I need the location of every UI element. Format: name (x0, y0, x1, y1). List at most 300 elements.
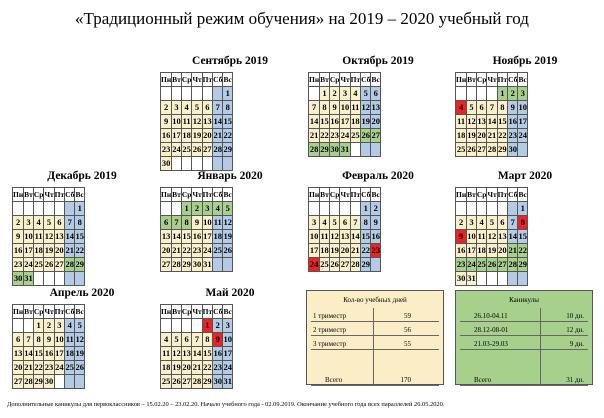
day-cell: 8 (33, 333, 44, 347)
day-cell: 9 (44, 333, 54, 347)
day-cell: 9 (508, 101, 518, 115)
day-cell: 21 (508, 244, 518, 258)
day-cell: 24 (340, 129, 350, 143)
day-cell: 30 (13, 272, 24, 286)
day-cell: 18 (320, 244, 330, 258)
day-cell: 20 (497, 244, 508, 258)
day-cell (497, 272, 508, 286)
weekday-header: Ср (181, 188, 192, 202)
day-cell: 4 (320, 216, 330, 230)
weekday-header: Ср (181, 73, 192, 87)
weekday-header: Ср (329, 73, 340, 87)
day-cell: 11 (33, 230, 44, 244)
day-cell: 14 (487, 115, 497, 129)
holidays-rows (460, 308, 588, 386)
day-cell: 6 (340, 216, 350, 230)
day-cell (508, 202, 518, 216)
weekday-header: Чт (487, 73, 497, 87)
day-cell: 5 (192, 101, 202, 115)
weekday-header: Пт (497, 73, 508, 87)
weekday-header: Пн (161, 305, 172, 319)
day-cell: 18 (181, 129, 192, 143)
day-cell: 9 (213, 333, 223, 347)
day-cell (65, 272, 75, 286)
day-cell (518, 143, 528, 157)
day-cell: 22 (518, 244, 528, 258)
day-cell: 27 (181, 375, 192, 389)
day-cell (75, 375, 85, 389)
weekday-header: Вт (172, 305, 182, 319)
day-cell (487, 202, 497, 216)
day-cell: 23 (371, 244, 381, 258)
day-cell: 2 (161, 101, 172, 115)
day-cell: 17 (24, 244, 34, 258)
day-cell (181, 87, 192, 101)
day-cell: 5 (467, 101, 477, 115)
weekday-header: Сб (213, 188, 223, 202)
weekday-header: Вс (518, 188, 528, 202)
day-cell: 6 (54, 216, 65, 230)
day-cell: 18 (33, 244, 44, 258)
holidays-box (455, 290, 593, 385)
month-table (12, 187, 85, 286)
weekday-header: Пт (350, 188, 361, 202)
day-cell: 9 (329, 101, 340, 115)
day-cell: 13 (476, 115, 487, 129)
day-cell: 19 (75, 347, 85, 361)
day-cell: 27 (202, 143, 213, 157)
day-cell: 25 (320, 258, 330, 272)
day-cell: 19 (467, 129, 477, 143)
day-cell: 21 (350, 244, 361, 258)
study-total-row (311, 350, 439, 386)
weekday-header: Вс (371, 188, 381, 202)
day-cell: 10 (54, 333, 65, 347)
day-cell: 28 (24, 375, 34, 389)
holiday-row (460, 322, 588, 336)
day-cell (54, 375, 65, 389)
day-cell: 4 (213, 202, 223, 216)
day-cell: 12 (487, 230, 497, 244)
day-cell: 28 (487, 143, 497, 157)
day-cell: 12 (223, 216, 233, 230)
day-cell: 13 (181, 347, 192, 361)
day-cell: 13 (202, 115, 213, 129)
day-cell: 18 (161, 361, 172, 375)
day-cell: 22 (202, 361, 213, 375)
day-cell: 3 (340, 87, 350, 101)
day-cell (65, 202, 75, 216)
day-cell (213, 157, 223, 171)
day-cell: 26 (361, 129, 371, 143)
holiday-total-value: 31 дн. (566, 376, 584, 384)
day-cell: 11 (65, 333, 75, 347)
month-table (12, 304, 85, 389)
day-cell: 26 (192, 143, 202, 157)
day-cell (172, 87, 182, 101)
weekday-header: Вс (518, 73, 528, 87)
day-cell: 27 (54, 258, 65, 272)
day-cell: 1 (320, 87, 330, 101)
day-cell: 29 (223, 143, 233, 157)
day-cell: 16 (508, 115, 518, 129)
day-cell: 31 (24, 272, 34, 286)
weekday-header: Вт (320, 188, 330, 202)
weekday-header: Ср (33, 188, 44, 202)
holidays-header: Каникулы (509, 296, 539, 304)
weekday-header: Пн (309, 73, 320, 87)
day-cell: 6 (181, 333, 192, 347)
study-row-label: 2 триместр (313, 326, 347, 334)
day-cell: 4 (65, 319, 75, 333)
day-cell: 12 (329, 230, 340, 244)
day-cell: 21 (24, 361, 34, 375)
day-cell: 26 (329, 258, 340, 272)
day-cell: 3 (467, 216, 477, 230)
day-cell: 26 (75, 361, 85, 375)
weekday-header: Чт (340, 73, 350, 87)
day-cell: 4 (161, 333, 172, 347)
day-cell: 12 (467, 115, 477, 129)
day-cell: 17 (223, 347, 233, 361)
day-cell: 21 (213, 129, 223, 143)
day-cell: 14 (172, 230, 182, 244)
day-cell: 3 (24, 216, 34, 230)
weekday-header: Пн (161, 188, 172, 202)
day-cell: 10 (223, 333, 233, 347)
day-cell: 20 (202, 129, 213, 143)
day-cell: 23 (192, 244, 202, 258)
day-cell: 29 (181, 258, 192, 272)
day-cell: 29 (518, 258, 528, 272)
study-days-box (306, 290, 444, 385)
day-cell (213, 258, 223, 272)
weekday-header: Пт (202, 188, 213, 202)
day-cell: 19 (44, 244, 54, 258)
holiday-row-value: 12 дн. (566, 326, 584, 334)
day-cell: 20 (54, 244, 65, 258)
weekday-header: Вс (371, 73, 381, 87)
day-cell (192, 87, 202, 101)
day-cell: 15 (497, 115, 508, 129)
weekday-header: Вс (223, 305, 233, 319)
day-cell (54, 202, 65, 216)
weekday-header: Вт (467, 73, 477, 87)
holiday-row-value: 9 дн. (569, 340, 584, 348)
weekday-header: Чт (44, 188, 54, 202)
day-cell: 8 (75, 216, 85, 230)
day-cell: 10 (172, 115, 182, 129)
study-row (311, 322, 439, 336)
day-cell: 15 (223, 115, 233, 129)
day-cell (161, 319, 172, 333)
day-cell: 18 (213, 230, 223, 244)
day-cell (320, 202, 330, 216)
day-cell: 21 (65, 244, 75, 258)
day-cell: 23 (508, 129, 518, 143)
day-cell: 14 (24, 347, 34, 361)
day-cell: 13 (54, 230, 65, 244)
day-cell: 7 (65, 216, 75, 230)
day-cell: 23 (13, 258, 24, 272)
day-cell: 15 (518, 230, 528, 244)
day-cell: 24 (467, 258, 477, 272)
day-cell (13, 319, 24, 333)
day-cell: 8 (518, 216, 528, 230)
day-cell: 10 (202, 216, 213, 230)
day-cell: 19 (223, 230, 233, 244)
month-table (455, 187, 528, 286)
day-cell: 10 (340, 101, 350, 115)
study-row-value: 55 (404, 340, 411, 348)
month-table (160, 72, 233, 171)
day-cell: 2 (192, 202, 202, 216)
day-cell: 31 (340, 143, 350, 157)
weekday-header: Пт (202, 305, 213, 319)
day-cell (518, 272, 528, 286)
study-row-label: 3 триместр (313, 340, 347, 348)
day-cell: 1 (518, 202, 528, 216)
day-cell: 15 (361, 230, 371, 244)
weekday-header: Пт (202, 73, 213, 87)
day-cell (476, 87, 487, 101)
day-cell: 31 (202, 258, 213, 272)
day-cell: 5 (361, 87, 371, 101)
weekday-header: Пн (13, 305, 24, 319)
month-title: Октябрь 2019 (342, 55, 414, 67)
day-cell (33, 202, 44, 216)
day-cell: 27 (161, 258, 172, 272)
day-cell: 25 (161, 375, 172, 389)
weekday-header: Ср (181, 305, 192, 319)
holiday-row (460, 308, 588, 322)
weekday-header: Сб (361, 73, 371, 87)
weekday-header: Пт (54, 188, 65, 202)
day-cell: 11 (320, 230, 330, 244)
weekday-header: Ср (476, 188, 487, 202)
day-cell: 2 (508, 87, 518, 101)
day-cell (223, 258, 233, 272)
day-cell: 8 (497, 101, 508, 115)
day-cell: 27 (340, 258, 350, 272)
weekday-header: Сб (508, 73, 518, 87)
weekday-header: Ср (476, 73, 487, 87)
day-cell: 1 (75, 202, 85, 216)
study-row-value: 56 (404, 326, 411, 334)
day-cell: 7 (192, 333, 202, 347)
study-total-value: 170 (400, 376, 411, 384)
study-days-rows (311, 308, 439, 386)
day-cell: 19 (361, 115, 371, 129)
month-title: Ноябрь 2019 (492, 55, 558, 67)
month-table (308, 72, 381, 157)
day-cell: 16 (192, 230, 202, 244)
day-cell (172, 202, 182, 216)
day-cell: 10 (467, 230, 477, 244)
day-cell: 16 (371, 230, 381, 244)
day-cell (202, 87, 213, 101)
day-cell: 9 (192, 216, 202, 230)
day-cell: 14 (508, 230, 518, 244)
day-cell: 22 (33, 361, 44, 375)
day-cell: 11 (476, 230, 487, 244)
day-cell (329, 202, 340, 216)
day-cell: 17 (518, 115, 528, 129)
study-total-label: Всего (325, 376, 343, 384)
day-cell: 18 (476, 244, 487, 258)
day-cell: 1 (181, 202, 192, 216)
day-cell: 31 (223, 375, 233, 389)
day-cell: 26 (467, 143, 477, 157)
day-cell: 21 (487, 129, 497, 143)
day-cell: 9 (161, 115, 172, 129)
weekday-header: Пн (309, 188, 320, 202)
day-cell (181, 319, 192, 333)
day-cell: 23 (161, 143, 172, 157)
weekday-header: Сб (65, 188, 75, 202)
day-cell (161, 87, 172, 101)
month-title: Май 2020 (205, 287, 255, 299)
day-cell: 5 (75, 319, 85, 333)
day-cell: 30 (192, 258, 202, 272)
weekday-header: Чт (44, 305, 54, 319)
day-cell: 6 (497, 216, 508, 230)
day-cell: 7 (172, 216, 182, 230)
day-cell: 7 (487, 101, 497, 115)
day-cell: 6 (371, 87, 381, 101)
day-cell: 12 (44, 230, 54, 244)
day-cell: 23 (329, 129, 340, 143)
day-cell (476, 272, 487, 286)
day-cell: 12 (361, 101, 371, 115)
day-cell: 24 (172, 143, 182, 157)
month-title: Апрель 2020 (49, 287, 115, 299)
day-cell: 27 (13, 375, 24, 389)
study-row-label: 1 триместр (313, 312, 347, 320)
day-cell: 6 (161, 216, 172, 230)
day-cell: 30 (44, 375, 54, 389)
day-cell: 23 (213, 361, 223, 375)
weekday-header: Вт (320, 73, 330, 87)
month-title: Сентябрь 2019 (192, 55, 268, 67)
day-cell (487, 87, 497, 101)
day-cell (476, 202, 487, 216)
weekday-header: Пн (456, 73, 467, 87)
day-cell: 17 (172, 129, 182, 143)
weekday-header: Ср (33, 305, 44, 319)
day-cell: 12 (172, 347, 182, 361)
weekday-header: Вс (75, 305, 85, 319)
weekday-header: Вс (223, 188, 233, 202)
day-cell: 20 (476, 129, 487, 143)
day-cell: 18 (65, 347, 75, 361)
day-cell: 17 (467, 244, 477, 258)
day-cell (497, 202, 508, 216)
day-cell: 25 (65, 361, 75, 375)
weekday-header: Пт (350, 73, 361, 87)
day-cell: 27 (371, 129, 381, 143)
day-cell (181, 157, 192, 171)
day-cell: 28 (508, 258, 518, 272)
day-cell: 31 (467, 272, 477, 286)
day-cell: 30 (456, 272, 467, 286)
day-cell: 1 (361, 202, 371, 216)
day-cell (350, 143, 361, 157)
day-cell: 10 (309, 230, 320, 244)
day-cell: 2 (13, 216, 24, 230)
day-cell (44, 202, 54, 216)
day-cell: 19 (329, 244, 340, 258)
day-cell: 21 (309, 129, 320, 143)
day-cell: 30 (329, 143, 340, 157)
day-cell: 20 (13, 361, 24, 375)
day-cell: 25 (476, 258, 487, 272)
day-cell: 28 (213, 143, 223, 157)
day-cell: 8 (202, 333, 213, 347)
day-cell: 14 (350, 230, 361, 244)
day-cell: 25 (456, 143, 467, 157)
day-cell: 4 (181, 101, 192, 115)
day-cell (192, 157, 202, 171)
day-cell (13, 202, 24, 216)
holiday-row (460, 336, 588, 350)
day-cell: 16 (329, 115, 340, 129)
month-title: Декабрь 2019 (47, 170, 117, 182)
day-cell: 27 (476, 143, 487, 157)
day-cell: 17 (54, 347, 65, 361)
day-cell: 25 (213, 244, 223, 258)
holiday-total-label: Всего (474, 376, 492, 384)
weekday-header: Пт (54, 305, 65, 319)
weekday-header: Сб (508, 188, 518, 202)
day-cell: 16 (13, 244, 24, 258)
day-cell: 16 (44, 347, 54, 361)
day-cell: 22 (361, 244, 371, 258)
day-cell: 1 (223, 87, 233, 101)
day-cell (350, 202, 361, 216)
weekday-header: Пт (497, 188, 508, 202)
day-cell: 16 (456, 244, 467, 258)
day-cell: 28 (192, 375, 202, 389)
day-cell: 24 (202, 244, 213, 258)
day-cell (54, 272, 65, 286)
day-cell: 20 (371, 115, 381, 129)
day-cell: 14 (65, 230, 75, 244)
day-cell: 6 (202, 101, 213, 115)
day-cell: 17 (309, 244, 320, 258)
day-cell (371, 143, 381, 157)
day-cell: 24 (309, 258, 320, 272)
day-cell: 28 (172, 258, 182, 272)
weekday-header: Чт (192, 188, 202, 202)
day-cell: 28 (65, 258, 75, 272)
day-cell: 26 (172, 375, 182, 389)
weekday-header: Пн (13, 188, 24, 202)
day-cell: 28 (350, 258, 361, 272)
day-cell: 22 (320, 129, 330, 143)
day-cell: 22 (223, 129, 233, 143)
month-table (455, 72, 528, 157)
day-cell: 8 (223, 101, 233, 115)
day-cell: 5 (44, 216, 54, 230)
day-cell: 14 (309, 115, 320, 129)
holiday-row-label: 26.10-04.11 (474, 312, 508, 320)
weekday-header: Вс (223, 73, 233, 87)
day-cell (467, 87, 477, 101)
day-cell: 19 (172, 361, 182, 375)
day-cell: 1 (33, 319, 44, 333)
holiday-row-label: 21.03-29.03 (474, 340, 508, 348)
